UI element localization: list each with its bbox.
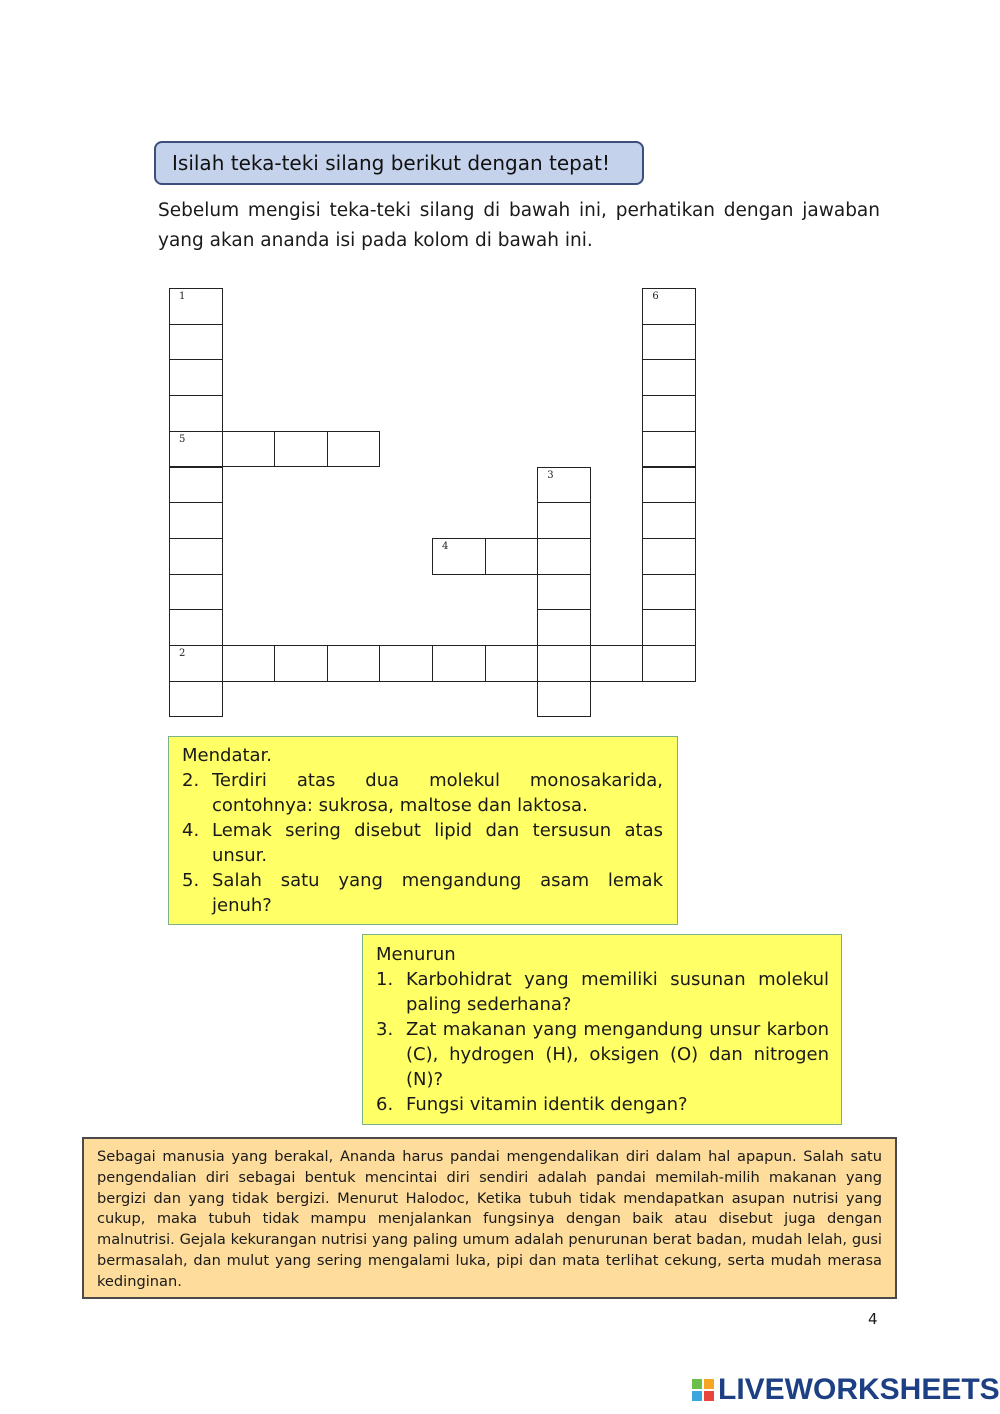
crossword-cell[interactable] (169, 502, 223, 539)
crossword-cell[interactable] (274, 431, 328, 468)
crossword-cell[interactable] (590, 645, 644, 682)
crossword-cell[interactable] (537, 574, 591, 611)
clue-down-1 (376, 967, 829, 1017)
crossword-cell[interactable] (169, 431, 223, 468)
crossword-cell[interactable] (222, 431, 276, 468)
crossword-cell[interactable] (642, 609, 696, 646)
clue-text: Fungsi vitamin identik dengan? (406, 1094, 688, 1115)
crossword-cell[interactable] (642, 645, 696, 682)
crossword-cell[interactable] (642, 431, 696, 468)
instruction-title-text: Isilah teka-teki silang berikut dengan tepat! (172, 151, 610, 175)
clue-across-4 (182, 818, 663, 868)
clue-number: 1. (376, 969, 394, 990)
clue-text: Zat makanan yang mengandung unsur karbon (C), hydrogen (H), oksigen (O) dan nitrogen (N)? (406, 1019, 829, 1090)
clue-number: 2. (182, 770, 200, 791)
crossword-cell[interactable] (642, 324, 696, 361)
clue-number: 3. (376, 1019, 394, 1040)
crossword-cell[interactable] (485, 538, 539, 575)
intro-paragraph: Sebelum mengisi teka-teki silang di bawah ini, perhatikan dengan jawaban yang akan ananda isi pada kolom di bawah ini. (158, 200, 880, 251)
crossword-cell[interactable] (432, 538, 486, 575)
page-number: 4 (868, 1310, 878, 1328)
crossword-cell[interactable] (537, 502, 591, 539)
crossword-cell[interactable] (379, 645, 433, 682)
clue-number: 6. (376, 1094, 394, 1115)
crossword-cell[interactable] (169, 467, 223, 504)
crossword-clue-number: 4 (442, 540, 449, 552)
crossword-cell[interactable] (642, 538, 696, 575)
liveworksheets-logo (692, 1374, 1000, 1406)
clue-down-6 (376, 1092, 829, 1117)
crossword-cell[interactable] (169, 574, 223, 611)
crossword-cell[interactable] (537, 467, 591, 504)
crossword-cell[interactable] (274, 645, 328, 682)
clue-number: 5. (182, 870, 200, 891)
clue-text: Lemak sering disebut lipid dan tersusun atas unsur. (212, 820, 663, 866)
crossword-cell[interactable] (537, 538, 591, 575)
crossword-cell[interactable] (169, 538, 223, 575)
crossword-cell[interactable] (642, 359, 696, 396)
crossword-cell[interactable] (169, 645, 223, 682)
crossword-clue-number: 5 (179, 433, 186, 445)
crossword-cell[interactable] (169, 609, 223, 646)
crossword-cell[interactable] (642, 467, 696, 504)
clue-text: Terdiri atas dua molekul monosakarida, contohnya: sukrosa, maltose dan laktosa. (212, 770, 663, 816)
crossword-cell[interactable] (642, 395, 696, 432)
crossword-cell[interactable] (222, 645, 276, 682)
clues-across-box (168, 736, 678, 925)
crossword-cell[interactable] (642, 288, 696, 325)
crossword-cell[interactable] (327, 431, 381, 468)
crossword-cell[interactable] (327, 645, 381, 682)
crossword-cell[interactable] (537, 681, 591, 718)
crossword-cell[interactable] (485, 645, 539, 682)
crossword-cell[interactable] (169, 324, 223, 361)
crossword-cell[interactable] (169, 395, 223, 432)
crossword-clue-number: 6 (652, 291, 659, 302)
crossword-cell[interactable] (169, 359, 223, 396)
crossword-cell[interactable] (537, 645, 591, 682)
instruction-title (154, 141, 644, 185)
crossword-cell[interactable] (169, 681, 223, 718)
crossword-cell[interactable] (537, 609, 591, 646)
crossword-clue-number: 3 (547, 469, 554, 481)
clues-down-heading: Menurun (376, 944, 456, 965)
clue-number: 4. (182, 820, 200, 841)
liveworksheets-wordmark: LIVEWORKSHEETS (718, 1373, 1000, 1406)
nutrition-note: Sebagai manusia yang berakal, Ananda harus pandai mengendalikan diri dalam hal apapun. Salah satu pengendalian diri sebagai bentuk mencintai diri sendiri adalah pandai memilah-milih makanan yang bergizi dan yang tidak bergizi. Menurut Halodoc, Ketika tubuh tidak mendapatkan asupan nutrisi yang cukup, maka tubuh tidak mampu menjalankan fungsinya dengan baik atau disebut juga dengan malnutrisi. Gejala kekurangan nutrisi yang paling umum adalah penurunan berat badan, mudah lelah, gusi bermasalah, dan mulut yang sering mengalami luka, pipi dan mata terlihat cekung, serta mudah merasa kedinginan. (82, 1137, 897, 1299)
crossword-clue-number: 2 (179, 648, 186, 659)
clues-down-box (362, 934, 842, 1125)
clue-text: Salah satu yang mengandung asam lemak jenuh? (212, 870, 663, 916)
clues-across-heading: Mendatar. (182, 745, 273, 766)
clue-across-2 (182, 768, 663, 818)
crossword-clue-number: 1 (179, 291, 186, 302)
clue-text: Karbohidrat yang memiliki susunan molekul paling sederhana? (406, 969, 829, 1015)
clue-across-5 (182, 868, 663, 918)
crossword-cell[interactable] (432, 645, 486, 682)
crossword-cell[interactable] (642, 574, 696, 611)
liveworksheets-icon (692, 1379, 714, 1401)
crossword-cell[interactable] (169, 288, 223, 325)
crossword-cell[interactable] (642, 502, 696, 539)
clue-down-3 (376, 1017, 829, 1092)
